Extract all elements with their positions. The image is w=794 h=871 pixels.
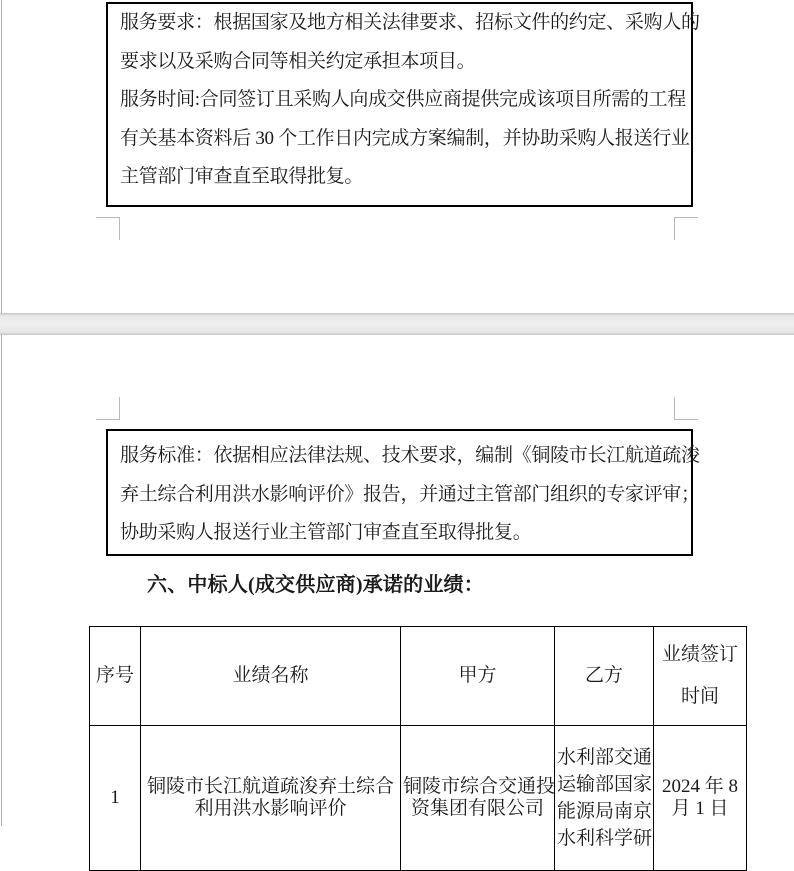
- service-standard-box: [106, 429, 700, 556]
- cell-party-a: [401, 726, 555, 871]
- column-header-date-line: 时间: [680, 686, 719, 707]
- service-requirements-box: [106, 2, 700, 207]
- cell-name-line: 铜陵市长江航道疏浚弃土综合: [146, 776, 394, 797]
- page-2: [0, 335, 794, 849]
- cell-date: [654, 726, 747, 871]
- cell-party-b-line: 水利科学研: [557, 828, 653, 849]
- margin-mark-bottom-left: [96, 217, 120, 240]
- cell-name: [141, 726, 401, 871]
- column-header-date-line: 业绩签订: [661, 644, 738, 665]
- page-left-edge: [1, 335, 2, 826]
- paragraph-line: 协助采购人报送行业主管部门审查直至取得批复。: [120, 522, 532, 543]
- paragraph-line: 主管部门审查直至取得批复。: [120, 166, 364, 187]
- page-left-edge: [1, 0, 2, 313]
- paragraph-line: 弃土综合利用洪水影响评价》报告，并通过主管部门组织的专家评审；: [120, 483, 700, 505]
- paragraph-line: 服务时间:合同签订且采购人向成交供应商提供完成该项目所需的工程: [120, 89, 686, 110]
- page-gap: [0, 313, 794, 335]
- margin-mark-bottom-right: [674, 217, 698, 240]
- table-header-row: [90, 627, 747, 726]
- performance-table: [89, 626, 747, 871]
- paragraph-line: 服务标准：依据相应法律法规、技术要求，编制《铜陵市长江航道疏浚: [120, 445, 700, 466]
- cell-party-b-line: 运输部国家: [557, 774, 653, 795]
- paragraph-line: 服务要求：根据国家及地方相关法律要求、招标文件的约定、采购人的: [120, 12, 700, 33]
- column-header-name: 业绩名称: [141, 627, 401, 726]
- table-row: [90, 726, 747, 871]
- section-heading: 六、中标人(成交供应商)承诺的业绩：: [147, 574, 484, 596]
- page-1: [0, 0, 794, 313]
- cell-date-line: 月 1 日: [671, 798, 729, 819]
- column-header-seq: 序号: [90, 627, 141, 726]
- column-header-party-b: 乙方: [555, 627, 654, 726]
- cell-party-b: [555, 726, 654, 871]
- margin-mark-top-left: [96, 397, 120, 420]
- cell-date-line: 2024 年 8: [661, 776, 738, 797]
- cell-party-b-line: 能源局南京: [557, 801, 653, 822]
- column-header-date: [654, 627, 747, 726]
- margin-mark-top-right: [674, 397, 698, 420]
- cell-seq: 1: [90, 726, 141, 871]
- paragraph-line: 要求以及采购合同等相关约定承担本项目。: [120, 50, 476, 72]
- cell-party-b-line: 水利部交通: [557, 747, 653, 768]
- column-header-party-a: 甲方: [401, 627, 555, 726]
- cell-party-a-line: 资集团有限公司: [410, 798, 544, 819]
- cell-name-line: 利用洪水影响评价: [194, 798, 347, 819]
- paragraph-line: 有关基本资料后 30 个工作日内完成方案编制，并协助采购人报送行业: [120, 127, 690, 149]
- cell-party-a-line: 铜陵市综合交通投: [403, 776, 556, 797]
